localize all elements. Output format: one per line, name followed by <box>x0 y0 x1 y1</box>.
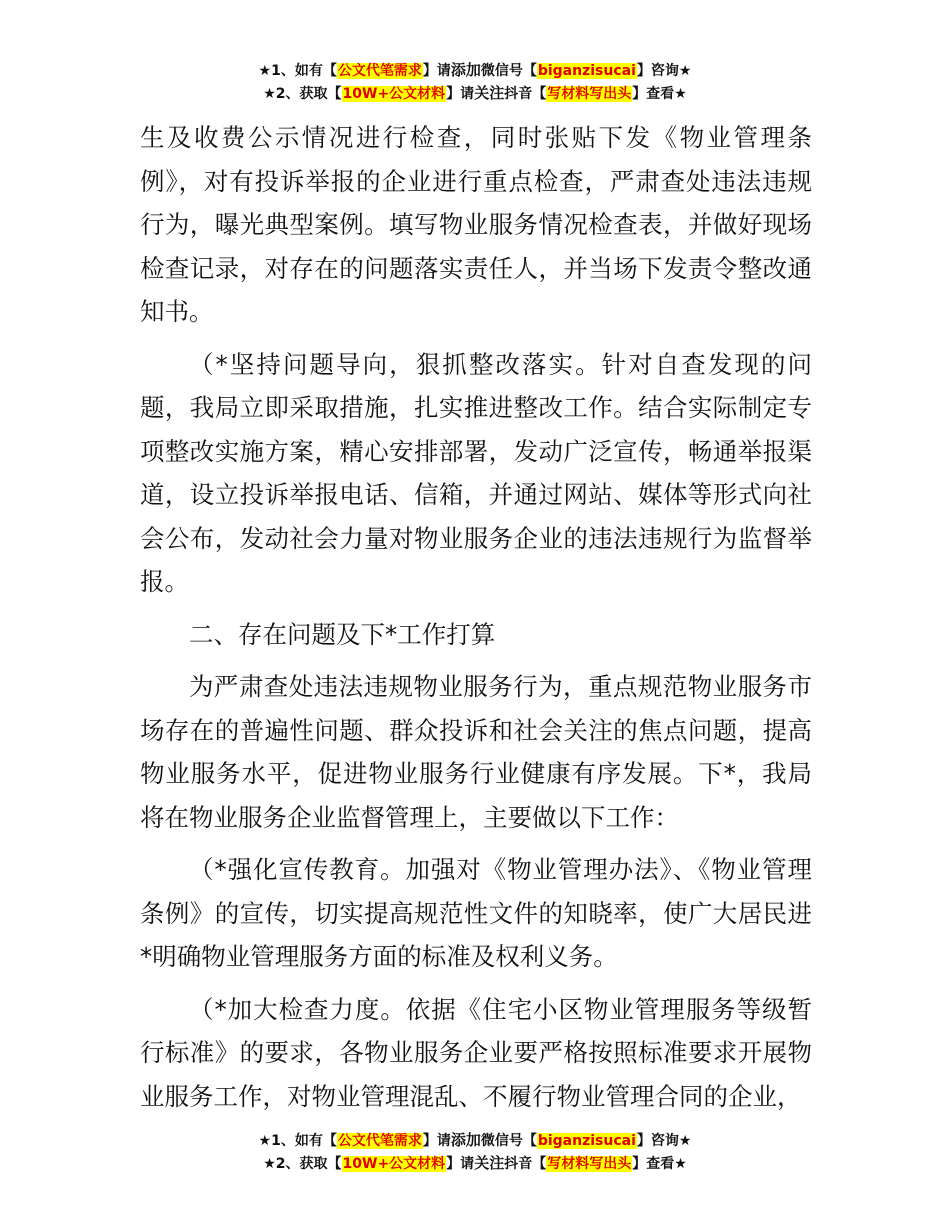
banner-line-2: ★2、获取【10W+公文材料】请关注抖音【写材料写出头】查看★ <box>263 84 687 102</box>
footer-highlight-materials: 10W+公文材料 <box>342 1156 446 1172</box>
highlight-service: 公文代笔需求 <box>337 63 422 79</box>
banner-line-1: ★1、如有【公文代笔需求】请添加微信号【biganzisucai】咨询★ <box>258 61 692 79</box>
highlight-douyin: 写材料写出头 <box>547 86 632 102</box>
highlight-materials: 10W+公文材料 <box>342 86 446 102</box>
footer-line-2: ★2、获取【10W+公文材料】请关注抖音【写材料写出头】查看★ <box>263 1154 687 1172</box>
paragraph-4: （*强化宣传教育。加强对《物业管理办法》、《物业管理条例》的宣传，切实提高规范性文件的知晓率，使广大居民进*明确物业管理服务方面的标准及权利义务。 <box>140 855 812 971</box>
paragraph-1: 生及收费公示情况进行检查，同时张贴下发《物业管理条例》，对有投诉举报的企业进行重点检查，严肃查处违法违规行为，曝光典型案例。填写物业服务情况检查表，并做好现场检查记录，对存在的问题落实责任人，并当场下发责令整改通知书。 <box>140 123 812 326</box>
section-heading: 二、存在问题及下*工作打算 <box>189 619 496 649</box>
paragraph-5: （*加大检查力度。依据《住宅小区物业管理服务等级暂行标准》的要求，各物业服务企业要严格按照标准要求开展物业服务工作，对物业管理混乱、不履行物业管理合同的企业， <box>140 994 812 1111</box>
footer-highlight-wechat-id: biganzisucai <box>537 1133 636 1149</box>
footer-line-1: ★1、如有【公文代笔需求】请添加微信号【biganzisucai】咨询★ <box>258 1131 692 1149</box>
paragraph-2: （*坚持问题导向，狠抓整改落实。针对自查发现的问题，我局立即采取措施，扎实推进整改工作。结合实际制定专项整改实施方案，精心安排部署，发动广泛宣传，畅通举报渠道，设立投诉举报电话、信箱，并通过网站、媒体等形式向社会公布，发动社会力量对物业服务企业的违法违规行为监督举报。 <box>140 349 812 596</box>
header-banner <box>0 59 950 105</box>
highlight-wechat-id: biganzisucai <box>537 63 636 79</box>
footer-highlight-douyin: 写材料写出头 <box>547 1156 632 1172</box>
footer-banner <box>0 1129 950 1175</box>
footer-highlight-service: 公文代笔需求 <box>337 1133 422 1149</box>
document-body <box>140 116 812 1127</box>
paragraph-3: 为严肃查处违法违规物业服务行为，重点规范物业服务市场存在的普遍性问题、群众投诉和社会关注的焦点问题，提高物业服务水平，促进物业服务行业健康有序发展。下*，我局将在物业服务企业监督管理上，主要做以下工作： <box>140 672 812 832</box>
